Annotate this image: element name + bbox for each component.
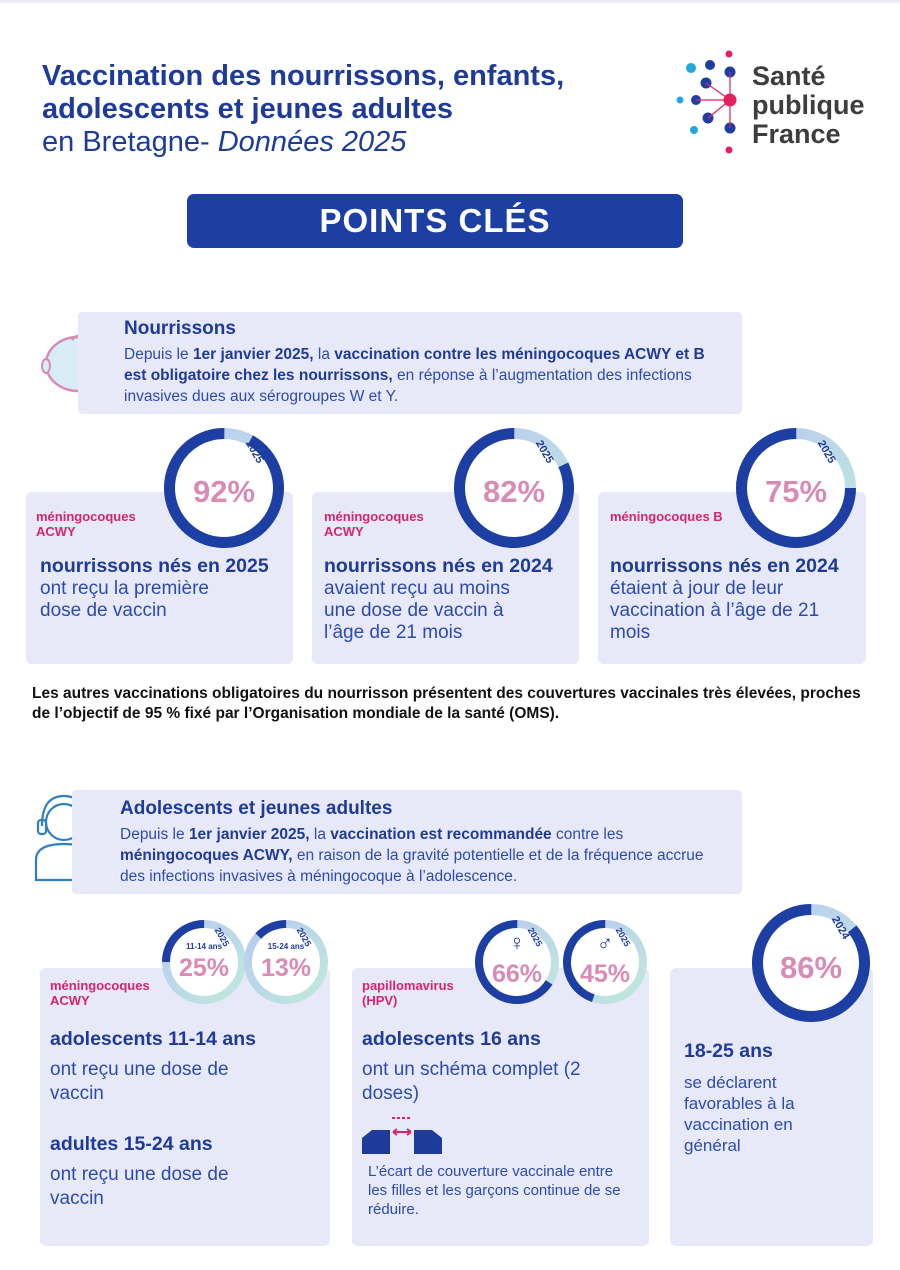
logo-line-1: Santé bbox=[752, 61, 826, 91]
ring-year: 2025 bbox=[294, 925, 314, 949]
ados-text-acwy: méningocoques ACWY, bbox=[120, 847, 293, 864]
ring-year: 2025 bbox=[525, 925, 545, 949]
ring-percent: 82% bbox=[482, 474, 546, 509]
ring-subtitle: 15-24 ans bbox=[267, 942, 305, 951]
page-title bbox=[42, 60, 662, 159]
ados-intro bbox=[72, 790, 742, 894]
ring-infant-1 bbox=[164, 428, 284, 548]
ring-year: 2025 bbox=[814, 438, 838, 466]
ring-general bbox=[752, 904, 870, 1022]
card-tag: méningocoques ACWY bbox=[36, 509, 136, 539]
card-hpv-note: L’écart de couverture vaccinale entre les filles et les garçons continue de se réduire. bbox=[368, 1163, 621, 1218]
nourrissons-text-date: 1er janvier 2025, bbox=[192, 346, 314, 363]
nourrissons-text-c: la bbox=[313, 346, 335, 363]
title-region-text: en Bretagne- bbox=[42, 126, 218, 158]
ring-infant-3 bbox=[736, 428, 856, 548]
logo-line-2: publique bbox=[752, 90, 865, 120]
ring-year: 2025 bbox=[532, 438, 556, 466]
ados-text-date: 1er janvier 2025, bbox=[188, 826, 310, 843]
ring-acwy-11-14 bbox=[162, 920, 246, 1004]
card-bold: 18-25 ans bbox=[684, 1040, 773, 1062]
card-bold: nourrissons nés en 2024 bbox=[610, 555, 839, 577]
male-symbol-icon: ♂ bbox=[596, 930, 614, 955]
card-bold-2: adultes 15-24 ans bbox=[50, 1133, 213, 1155]
card-text: ont reçu la première dose de vaccin bbox=[40, 578, 209, 621]
card-text: se déclarent favorables à la vaccination en général bbox=[684, 1073, 795, 1155]
ring-subtitle: 11-14 ans bbox=[185, 942, 223, 951]
ados-text-c: la bbox=[309, 826, 331, 843]
card-text: ont un schéma complet (2 doses) bbox=[362, 1059, 581, 1104]
note-other-vaccinations: Les autres vaccinations obligatoires du nourrisson présentent des couvertures vaccinales très élevées, proches de l’objectif de 95 % fixé par l’Organisation mondiale de la santé (OMS). bbox=[32, 685, 861, 722]
ring-percent: 92% bbox=[192, 474, 256, 509]
ring-percent: 25% bbox=[178, 954, 230, 982]
ring-year: 2024 bbox=[828, 914, 852, 942]
ring-percent: 75% bbox=[764, 474, 828, 509]
ring-percent: 66% bbox=[491, 960, 543, 988]
ados-text-e: contre les bbox=[551, 826, 624, 843]
card-text: étaient à jour de leur vaccination à l’âge de 21 mois bbox=[610, 578, 820, 643]
female-symbol-icon: ♀ bbox=[508, 930, 526, 955]
card-bold-1: adolescents 11-14 ans bbox=[50, 1028, 256, 1050]
ring-percent: 86% bbox=[779, 950, 843, 985]
nourrissons-text-e: en réponse à l’augmentation des infections invasives dues aux sérogroupes W et Y. bbox=[124, 367, 692, 405]
ados-text bbox=[120, 824, 722, 887]
ados-text-a: Depuis le bbox=[120, 826, 189, 843]
ados-text-recommandee: vaccination est recommandée bbox=[330, 826, 552, 843]
card-tag: papillomavirus (HPV) bbox=[362, 978, 454, 1008]
card-tag: méningocoques B bbox=[610, 509, 723, 524]
top-border bbox=[0, 0, 900, 3]
points-cles-banner: POINTS CLÉS bbox=[187, 194, 683, 248]
ring-hpv-girls bbox=[475, 920, 559, 1004]
card-hpv bbox=[352, 968, 649, 1246]
ring-acwy-15-24 bbox=[244, 920, 328, 1004]
card-bold: adolescents 16 ans bbox=[362, 1028, 541, 1050]
card-tag: méningocoques ACWY bbox=[50, 978, 150, 1008]
ring-infant-2 bbox=[454, 428, 574, 548]
nourrissons-text bbox=[124, 344, 722, 407]
card-acwy-teens bbox=[40, 968, 330, 1246]
logo-line-3: France bbox=[752, 119, 841, 149]
ring-year: 2025 bbox=[242, 438, 266, 466]
title-main: Vaccination des nourrissons, enfants, adolescents et jeunes adultes bbox=[42, 60, 565, 125]
nourrissons-intro bbox=[78, 312, 742, 414]
ring-year: 2025 bbox=[212, 925, 232, 949]
ring-hpv-boys bbox=[563, 920, 647, 1004]
card-bold: nourrissons nés en 2024 bbox=[324, 555, 553, 577]
card-text-2: ont reçu une dose de vaccin bbox=[50, 1164, 229, 1209]
ring-percent: 13% bbox=[260, 954, 312, 982]
network-dots-icon bbox=[672, 50, 750, 158]
card-bold: nourrissons nés en 2025 bbox=[40, 555, 269, 577]
nourrissons-text-obligation: vaccination contre les méningocoques ACWY et B est obligatoire chez les nourrissons, bbox=[124, 346, 705, 384]
ados-title: Adolescents et jeunes adultes bbox=[120, 798, 393, 819]
title-region bbox=[42, 126, 662, 159]
ados-text-g: en raison de la gravité potentielle et de la fréquence accrue des infections invasives à méningocoque à l’adolescence. bbox=[120, 847, 704, 885]
logo-wordmark bbox=[752, 62, 864, 149]
nourrissons-title: Nourrissons bbox=[124, 318, 236, 339]
card-text-1: ont reçu une dose de vaccin bbox=[50, 1059, 229, 1104]
nourrissons-text-a: Depuis le bbox=[124, 346, 193, 363]
card-tag: méningocoques ACWY bbox=[324, 509, 424, 539]
card-text: avaient reçu au moins une dose de vaccin à l’âge de 21 mois bbox=[324, 578, 510, 643]
ring-year: 2025 bbox=[613, 925, 633, 949]
ring-percent: 45% bbox=[579, 960, 631, 988]
title-data-year: Données 2025 bbox=[217, 126, 407, 158]
gap-narrowing-icon bbox=[362, 1116, 442, 1154]
